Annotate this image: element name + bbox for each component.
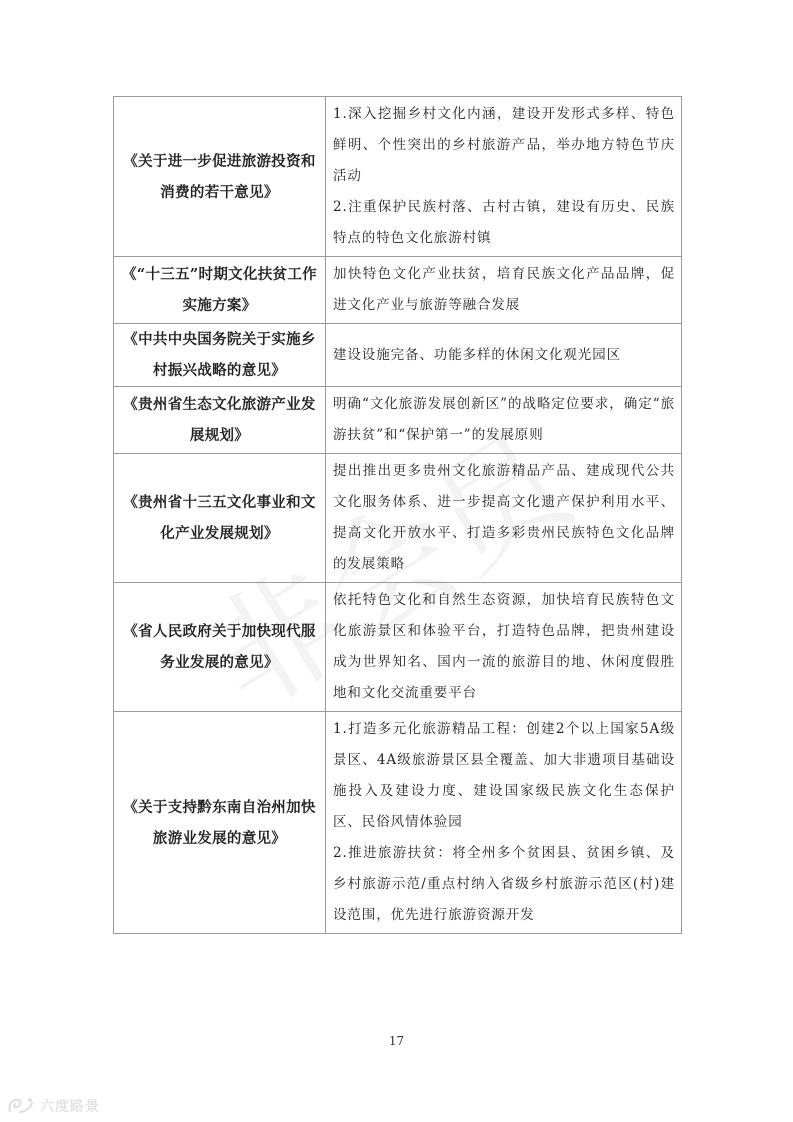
content-paragraph: 1.打造多元化旅游精品工程：创建2个以上国家5A级景区、4A级旅游景区县全覆盖、加大非遗项目基础设施投入及建设力度、建设国家级民族文化生态保护区、民俗风情体验园	[333, 721, 675, 830]
brand-name: 六度路景	[40, 1099, 100, 1115]
table-row	[114, 97, 682, 257]
policy-content	[326, 454, 682, 583]
policy-content	[326, 583, 682, 712]
content-paragraph: 1.深入挖掘乡村文化内涵，建设开发形式多样、特色鲜明、个性突出的乡村旅游产品，举办地方特色节庆活动	[333, 106, 675, 184]
policy-title: 《省人民政府关于加快现代服务业发展的意见》	[114, 583, 326, 712]
table-row	[114, 387, 682, 454]
brand-logo	[6, 1094, 100, 1118]
table-row	[114, 712, 682, 934]
policy-title: 《贵州省生态文化旅游产业发展规划》	[114, 387, 326, 454]
content-paragraph: 加快特色文化产业扶贫，培育民族文化产品品牌，促进文化产业与旅游等融合发展	[333, 266, 675, 313]
policy-title: 《中共中央国务院关于实施乡村振兴战略的意见》	[114, 324, 326, 387]
policy-title: 《关于进一步促进旅游投资和消费的若干意见》	[114, 97, 326, 257]
content-paragraph: 2.注重保护民族村落、古村古镇，建设有历史、民族特点的特色文化旅游村镇	[333, 199, 675, 246]
policy-title: 《贵州省十三五文化事业和文化产业发展规划》	[114, 454, 326, 583]
content-paragraph: 建设设施完备、功能多样的休闲文化观光园区	[333, 346, 621, 363]
table-row	[114, 583, 682, 712]
page-number: 17	[388, 1034, 405, 1048]
policy-table	[113, 96, 682, 934]
policy-content	[326, 712, 682, 934]
table-row	[114, 257, 682, 324]
policy-content	[326, 324, 682, 387]
policy-content	[326, 97, 682, 257]
content-paragraph: 2.推进旅游扶贫：将全州多个贫困县、贫困乡镇、及乡村旅游示范/重点村纳入省级乡村旅游示范区(村)建设范围，优先进行旅游资源开发	[333, 845, 675, 923]
brand-mark-icon	[6, 1095, 36, 1117]
policy-content	[326, 387, 682, 454]
policy-title: 《关于支持黔东南自治州加快旅游业发展的意见》	[114, 712, 326, 934]
content-paragraph: 提出推出更多贵州文化旅游精品产品、建成现代公共文化服务体系、进一步提高文化遗产保护利用水平、提高文化开放水平、打造多彩贵州民族特色文化品牌的发展策略	[333, 463, 675, 572]
table-row	[114, 454, 682, 583]
content-paragraph: 依托特色文化和自然生态资源，加快培育民族特色文化旅游景区和体验平台，打造特色品牌，把贵州建设成为世界知名、国内一流的旅游目的地、休闲度假胜地和文化交流重要平台	[333, 592, 675, 701]
policy-title: 《“十三五”时期文化扶贫工作实施方案》	[114, 257, 326, 324]
table-row	[114, 324, 682, 387]
policy-content	[326, 257, 682, 324]
content-paragraph: 明确“文化旅游发展创新区”的战略定位要求，确定“旅游扶贫”和“保护第一”的发展原则	[333, 396, 675, 443]
